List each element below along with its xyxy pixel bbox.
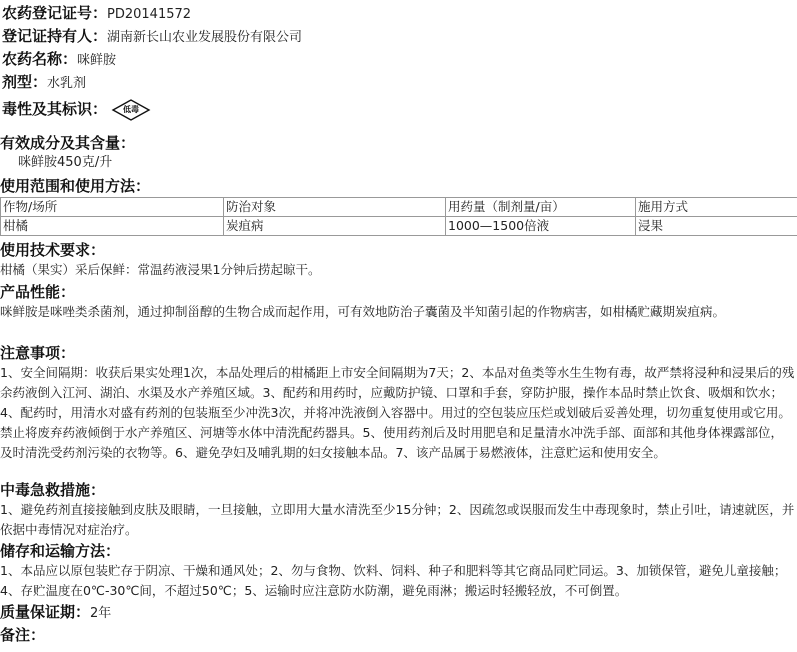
registration-number-value: PD20141572 bbox=[107, 7, 192, 22]
pesticide-name-label: 农药名称： bbox=[2, 50, 78, 68]
cell-target: 炭疽病 bbox=[224, 217, 446, 236]
registration-number-label: 农药登记证号： bbox=[2, 4, 108, 22]
remarks-row bbox=[0, 625, 45, 647]
ingredients-heading: 有效成分及其含量： bbox=[0, 134, 136, 152]
registration-holder-label: 登记证持有人： bbox=[2, 27, 108, 45]
technique-text: 柑橘（果实）采后保鲜：常温药液浸果1分钟后捞起晾干。 bbox=[0, 262, 321, 277]
toxicity-row bbox=[2, 96, 151, 122]
formulation-row bbox=[2, 72, 86, 94]
pesticide-name-value: 咪鲜胺 bbox=[77, 53, 117, 68]
first-aid-heading: 中毒急救措施： bbox=[0, 481, 106, 499]
usage-table-header-row bbox=[1, 198, 797, 217]
toxicity-badge-text: 低毒 bbox=[123, 104, 140, 114]
header-crop: 作物/场所 bbox=[1, 198, 224, 217]
performance-text: 咪鲜胺是咪唑类杀菌剂，通过抑制甾醇的生物合成而起作用，可有效地防治子囊菌及半知菌引起的作物病害，如柑橘贮藏期炭疽病。 bbox=[0, 304, 726, 319]
shelf-life-row bbox=[0, 602, 111, 624]
pesticide-name-row bbox=[2, 49, 116, 71]
precautions-text: 1、安全间隔期：收获后果实处理1次，本品处理后的柑橘距上市安全间隔期为7天；2、本品对鱼类等水生生物有毒，故严禁将浸种和浸果后的残余药液倒入江河、湖泊、水渠及水产养殖区域。3、配药和用药时，应戴防护镜、口罩和手套，穿防护服，操作本品时禁止饮食、吸烟和饮水；4、配药时，用清水对盛有药剂的包装瓶至少冲洗3次，并将冲洗液倒入容器中。用过的空包装应压烂或划破后妥善处理，切勿重复使用或它用。禁止将废弃药液倾倒于水产养殖区、河塘等水体中清洗配药器具。5、使用药剂后及时用肥皂和足量清水冲洗手部、面部和其他身体裸露部位，及时清洗受药剂污染的衣物等。6、避免孕妇及哺乳期的妇女接触本品。7、该产品属于易燃液体，注意贮运和使用安全。 bbox=[0, 365, 795, 460]
shelf-life-value: 2年 bbox=[90, 606, 112, 621]
header-target: 防治对象 bbox=[224, 198, 446, 217]
storage-text: 1、本品应以原包装贮存于阴凉、干燥和通风处；2、勿与食物、饮料、饲料、种子和肥料等其它商品同贮同运。3、加锁保管，避免儿童接触；4、存贮温度在0℃-30℃间，不超过50℃；5、运输时应注意防水防潮，避免雨淋；搬运时轻搬轻放，不可倒置。 bbox=[0, 563, 787, 598]
usage-table bbox=[0, 197, 797, 236]
usage-heading: 使用范围和使用方法： bbox=[0, 177, 151, 195]
header-method: 施用方式 bbox=[636, 198, 797, 217]
remarks-label: 备注： bbox=[0, 626, 46, 644]
cell-method: 浸果 bbox=[636, 217, 797, 236]
header-dosage: 用药量（制剂量/亩） bbox=[446, 198, 636, 217]
formulation-value: 水乳剂 bbox=[47, 76, 87, 91]
table-row bbox=[1, 217, 797, 236]
formulation-label: 剂型： bbox=[2, 73, 48, 91]
performance-heading: 产品性能： bbox=[0, 283, 76, 301]
registration-holder-value: 湖南新长山农业发展股份有限公司 bbox=[107, 30, 303, 45]
toxicity-label: 毒性及其标识： bbox=[2, 100, 108, 118]
storage-heading: 储存和运输方法： bbox=[0, 542, 121, 560]
registration-number-row bbox=[2, 3, 191, 25]
cell-dosage: 1000—1500倍液 bbox=[446, 217, 636, 236]
precautions-heading: 注意事项： bbox=[0, 344, 76, 362]
technique-heading: 使用技术要求： bbox=[0, 241, 106, 259]
shelf-life-label: 质量保证期： bbox=[0, 603, 91, 621]
diamond-toxicity-icon bbox=[111, 99, 151, 121]
ingredients-value: 咪鲜胺450克/升 bbox=[18, 155, 113, 170]
first-aid-text: 1、避免药剂直接接触到皮肤及眼睛，一旦接触，立即用大量水清洗至少15分钟；2、因疏忽或误服而发生中毒现象时，禁止引吐，请速就医，并依据中毒情况对症治疗。 bbox=[0, 502, 795, 537]
registration-holder-row bbox=[2, 26, 302, 48]
cell-crop: 柑橘 bbox=[1, 217, 224, 236]
